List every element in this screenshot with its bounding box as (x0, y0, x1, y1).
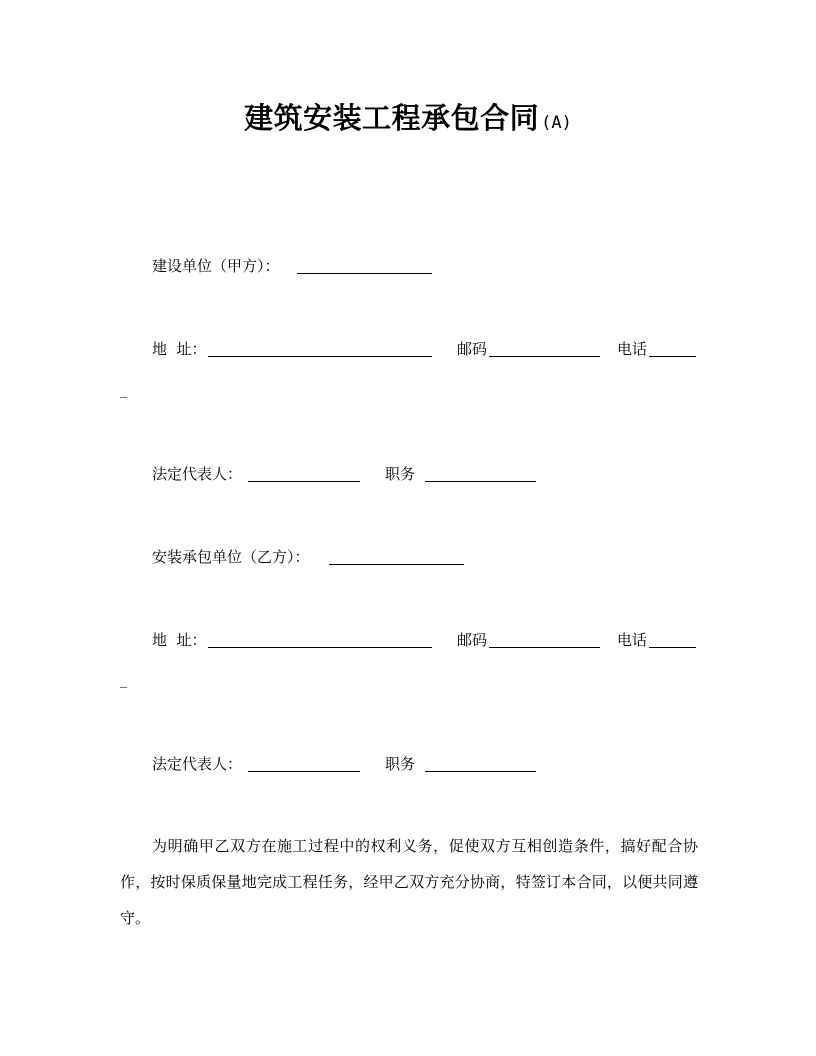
preamble-paragraph: 为明确甲乙双方在施工过程中的权利义务，促使双方互相创造条件，搞好配合协作，按时保质保量地完成工程任务，经甲乙双方充分协商，特签订本合同，以便共同遵守。 (120, 837, 698, 927)
party-a-unit-blank[interactable] (297, 273, 432, 274)
party-a-address-label: 地 址： (152, 340, 207, 358)
party-b-unit-blank[interactable] (329, 564, 464, 565)
document-title (0, 96, 816, 137)
title-main: 建筑安装工程承包合同 (244, 101, 540, 135)
party-b-address-label: 地 址： (152, 631, 207, 649)
party-a-position-blank[interactable] (425, 481, 536, 482)
party-a-legal-rep-label: 法定代表人： (152, 465, 243, 483)
party-b-phone-label: 电话 (617, 631, 648, 649)
party-b-phone-continuation (120, 687, 127, 688)
party-b-position-blank[interactable] (425, 771, 536, 772)
party-b-unit-label: 安装承包单位（乙方）： (152, 548, 310, 566)
party-a-phone-label: 电话 (617, 340, 648, 358)
party-b-legal-rep-label: 法定代表人： (152, 755, 243, 773)
party-b-legal-rep-blank[interactable] (248, 771, 360, 772)
party-a-unit-label: 建设单位（甲方）： (152, 257, 280, 275)
party-a-address-blank[interactable] (208, 356, 432, 357)
party-b-address-blank[interactable] (208, 647, 432, 648)
party-b-position-label: 职务 (385, 755, 416, 773)
title-suffix: (A) (541, 113, 572, 133)
party-a-legal-rep-blank[interactable] (248, 481, 360, 482)
party-a-postcode-blank[interactable] (489, 356, 600, 357)
party-a-phone-continuation (120, 397, 127, 398)
party-a-phone-blank[interactable] (649, 356, 696, 357)
party-a-position-label: 职务 (385, 465, 416, 483)
party-a-postcode-label: 邮码 (457, 340, 488, 358)
party-b-postcode-label: 邮码 (457, 631, 488, 649)
party-b-postcode-blank[interactable] (489, 647, 600, 648)
party-b-phone-blank[interactable] (649, 647, 696, 648)
